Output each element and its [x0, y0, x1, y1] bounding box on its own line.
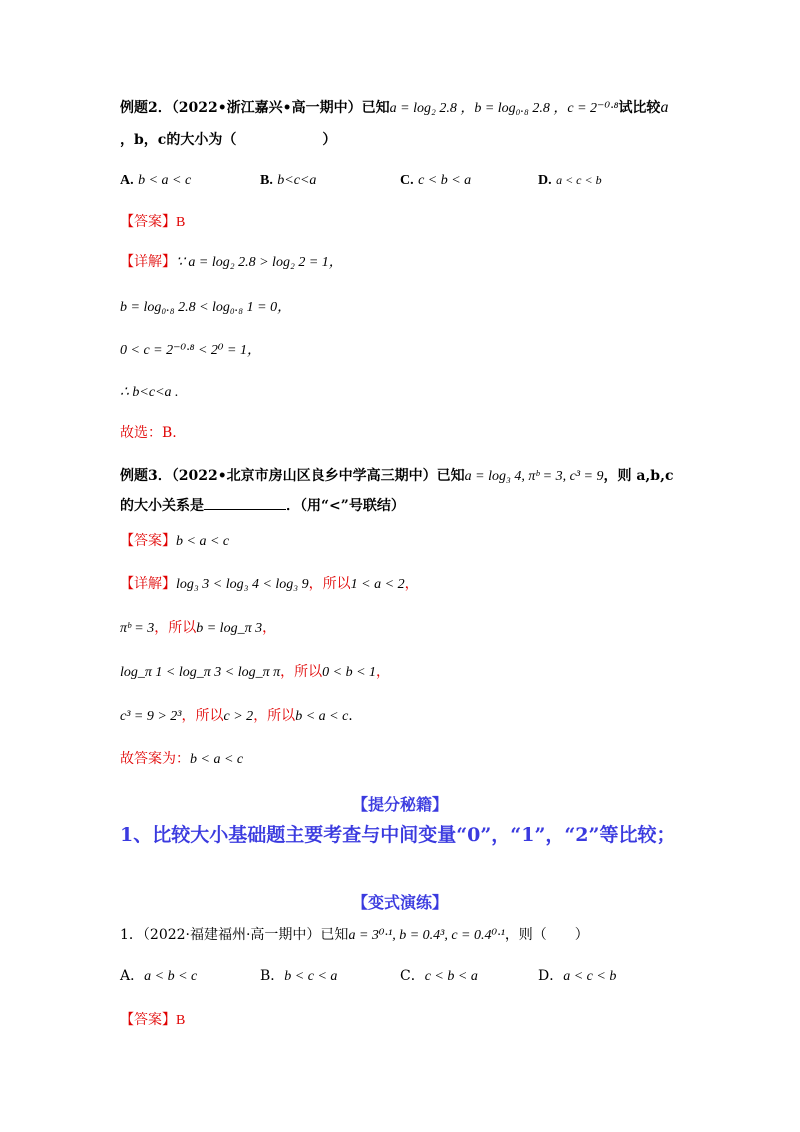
example3-given: a = log₃ 4, πᵇ = 3, c³ = 9 [464, 469, 604, 484]
example2-option-b: B. b<c<a [260, 173, 317, 188]
practice-heading: 【变式演练】 [351, 893, 448, 912]
example3-detail-line4: c³ = 9 > 2³，所以c > 2，所以b < a < c. [120, 708, 353, 724]
example2-given: a = log₂ 2.8 ，b = log₀.₈ 2.8 ，c = 2⁻⁰·⁸ [389, 101, 619, 116]
question1-option-b: B．b < c < a [260, 968, 338, 984]
question1-answer: 【答案】B [120, 1012, 186, 1028]
question1-option-c: C．c < b < a [400, 968, 478, 984]
example2-source: （2022•浙江嘉兴•高一期中）已知 [171, 100, 390, 116]
example3-detail-line3: log_π 1 < log_π 3 < log_π π，所以0 < b < 1， [120, 664, 391, 680]
example2-detail-line1: 【详解】∵ a = log₂ 2.8 > log₂ 2 = 1， [120, 254, 343, 270]
example2-prompt: 试比较 [618, 100, 661, 116]
example2-choose: 故选：B. [120, 425, 177, 441]
example2-answer: 【答案】B [120, 214, 186, 230]
example2-label: 例题2． [120, 100, 172, 116]
example3-answer: 【答案】b < a < c [120, 533, 230, 549]
tips-heading: 【提分秘籍】 [351, 795, 448, 814]
example2-stem-line1 [120, 98, 690, 119]
tips-point: 1、比较大小基础题主要考查与中间变量“0”，“1”，“2”等比较； [120, 824, 676, 846]
example2-option-a: A. b < a < c [120, 173, 192, 188]
example3-label: 例题3． [120, 468, 172, 484]
example2-option-d: D. a < c < b [538, 173, 602, 188]
example2-option-c: C. c < b < a [400, 173, 472, 188]
question1-stem: 1．（2022·福建福州·高一期中）已知a = 3⁰·¹, b = 0.4³, c = 0.4⁰·¹，则（ ） [120, 927, 589, 943]
example2-detail-line2: b = log₀.₈ 2.8 < log₀.₈ 1 = 0， [120, 300, 292, 315]
question1-option-d: D．a < c < b [538, 968, 617, 984]
answer-blank[interactable] [204, 497, 286, 510]
example2-detail-line4: ∴ b<c<a . [120, 385, 179, 400]
example2-vars: ，b，c的大小为（ [120, 132, 237, 148]
example3-final-answer: 故答案为：b < a < c [120, 751, 244, 767]
example2-paren-close: ） [322, 132, 337, 148]
example3-detail-line2: πᵇ = 3，所以b = log_π 3， [120, 620, 277, 636]
example2-var-a: a [660, 99, 669, 116]
example3-stem-line1 [120, 466, 690, 487]
example3-detail-line1: 【详解】log₃ 3 < log₃ 4 < log₃ 9，所以1 < a < 2， [120, 576, 419, 592]
question1-option-a: A．a < b < c [120, 968, 198, 984]
example2-stem-line2 [120, 130, 690, 150]
example3-source: （2022•北京市房山区良乡中学高三期中）已知 [171, 468, 465, 484]
example2-detail-line3: 0 < c = 2⁻⁰·⁸ < 2⁰ = 1， [120, 343, 261, 358]
example3-prompt: ，则 a,b,c [603, 468, 674, 484]
example3-stem-line2: 的大小关系是 ．（用“<”号联结） [120, 498, 405, 514]
